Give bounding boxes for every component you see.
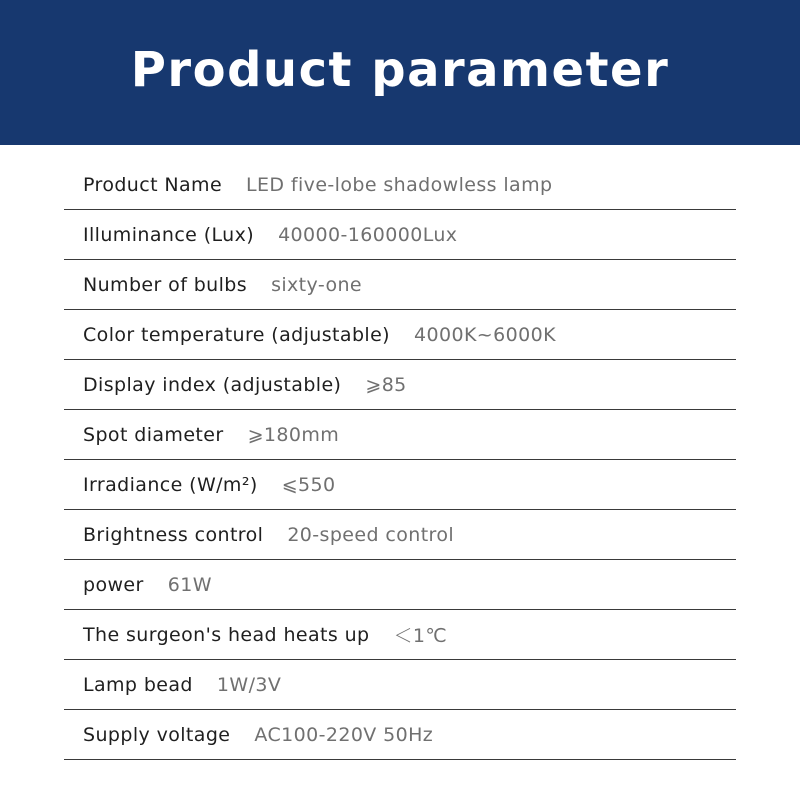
parameter-value: LED five-lobe shadowless lamp: [246, 173, 553, 196]
header-banner: [0, 0, 800, 145]
parameter-value: 40000-160000Lux: [278, 223, 458, 246]
parameter-row-number-of-bulbs: [64, 260, 736, 310]
parameter-value: AC100-220V 50Hz: [254, 723, 434, 746]
parameter-row-product-name: [64, 160, 736, 210]
parameter-row-color-temperature: [64, 310, 736, 360]
parameter-value: 20-speed control: [287, 523, 455, 546]
parameter-value: 61W: [167, 573, 212, 596]
parameter-value: ⩽550: [281, 473, 336, 496]
parameter-value: 4000K~6000K: [413, 323, 556, 346]
parameter-label: Number of bulbs: [83, 273, 248, 296]
parameter-table: [64, 160, 736, 760]
parameter-label: power: [83, 573, 144, 596]
parameter-row-spot-diameter: [64, 410, 736, 460]
parameter-row-display-index: [64, 360, 736, 410]
parameter-label: Supply voltage: [83, 723, 231, 746]
parameter-row-lamp-bead: [64, 660, 736, 710]
parameter-label: Illuminance (Lux): [83, 223, 255, 246]
parameter-row-brightness-control: [64, 510, 736, 560]
parameter-label: The surgeon's head heats up: [83, 623, 370, 646]
parameter-value: ⩾85: [365, 373, 407, 396]
page-title: Product parameter: [130, 41, 670, 98]
parameter-label: Brightness control: [83, 523, 264, 546]
parameter-row-supply-voltage: [64, 710, 736, 760]
parameter-value: ＜1℃: [393, 625, 448, 647]
parameter-row-illuminance: [64, 210, 736, 260]
parameter-row-irradiance: [64, 460, 736, 510]
parameter-value: ⩾180mm: [247, 423, 340, 446]
parameter-label: Irradiance (W/m²): [83, 473, 258, 496]
parameter-label: Color temperature (adjustable): [83, 323, 390, 346]
parameter-value: sixty-one: [271, 273, 363, 296]
parameter-row-power: [64, 560, 736, 610]
parameter-value: 1W/3V: [216, 673, 282, 696]
parameter-row-head-heats-up: [64, 610, 736, 660]
parameter-label: Product Name: [83, 173, 223, 196]
parameter-label: Display index (adjustable): [83, 373, 342, 396]
parameter-label: Lamp bead: [83, 673, 193, 696]
parameter-label: Spot diameter: [83, 423, 224, 446]
